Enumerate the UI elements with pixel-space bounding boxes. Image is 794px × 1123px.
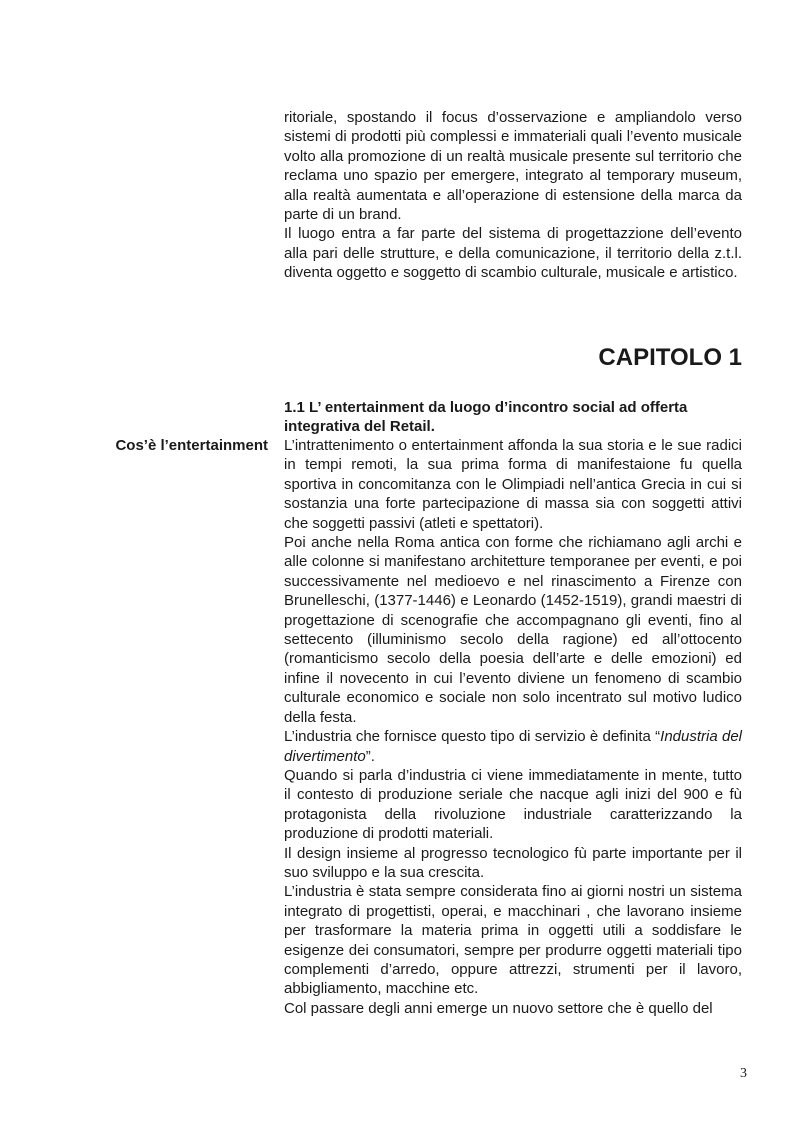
industry-paragraph	[284, 727, 742, 766]
industry-text-before: L’industria che fornisce questo tipo di servizio è definita “	[284, 728, 661, 746]
page-number: 3	[740, 1066, 747, 1081]
body-paragraph: Poi anche nella Roma antica con forme che richiamano agli archi e alle colonne si manifestano architetture temporanee per eventi, e poi successivamente nel medioevo e nel rinascimento a Firenze con Brunelleschi, (1377-1446) e Leonardo (1452-1519), grandi maestri di progettazione di scenografie che accompagnano gli eventi, fino al settecento (illuminismo secolo della ragione) ed all’ottocento (romanticismo secolo della poesia dell’arte e delle emozioni) ed infine il novecento in cui l’evento diviene un fenomeno di scambio culturale economico e sociale non solo incentrato sul motivo ludico della festa.	[284, 534, 742, 726]
body-paragraph: Col passare degli anni emerge un nuovo settore che è quello del	[284, 999, 713, 1017]
intro-paragraph: Il luogo entra a far parte del sistema di progettazzione dell’evento alla pari delle strutture, e della comunicazione, il territorio della z.t.l. diventa oggetto e soggetto di scambio culturale, musicale e artistico.	[284, 225, 742, 282]
industry-text-after: ”.	[365, 747, 375, 765]
chapter-title: CAPITOLO 1	[598, 344, 742, 371]
margin-label: Cos’è l’entertainment	[115, 437, 268, 454]
body-section	[284, 436, 742, 1018]
body-paragraph: Quando si parla d’industria ci viene immediatamente in mente, tutto il contesto di produzione seriale che nacque agli inizi del 900 e fù protagonista della rivoluzione industriale caratterizzando la produzione di prodotti materiali.	[284, 766, 742, 843]
intro-paragraph: ritoriale, spostando il focus d’osservazione e ampliandolo verso sistemi di prodotti più complessi e immateriali quali l’evento musicale volto alla promozione di un realtà musicale presente sul territorio che reclama uno spazio per emergere, integrato al temporary museum, alla realtà aumentata e all’operazione di estensione della marca da parte di un brand.	[284, 109, 742, 224]
body-paragraph: Il design insieme al progresso tecnologico fù parte importante per il suo sviluppo e la sua crescita.	[284, 844, 742, 881]
intro-section	[284, 108, 742, 283]
section-heading: 1.1 L’ entertainment da luogo d’incontro social ad offerta integrativa del Retail.	[284, 399, 688, 436]
industry-emphasis: Industria del divertimento	[284, 728, 742, 765]
body-paragraph: L’intrattenimento o entertainment affonda la sua storia e le sue radici in tempi remoti, la sua prima forma di manifestaione fu quella sportiva in concomitanza con le Olimpiadi nell’antica Grecia in cui si sostanzia una forte partecipazione di massa sia con soggetti attivi che soggetti passivi (atleti e spettatori).	[284, 437, 742, 532]
body-paragraph: L’industria è stata sempre considerata fino ai giorni nostri un sistema integrato di progettisti, operai, e macchinari , che lavorano insieme per trasformare la materia prima in oggetti utili a soddisfare le esigenze dei consumatori, sempre per produrre oggetti materiali tipo complementi d’arredo, oppure attrezzi, strumenti per il lavoro, abbigliamento, macchine etc.	[284, 883, 742, 998]
